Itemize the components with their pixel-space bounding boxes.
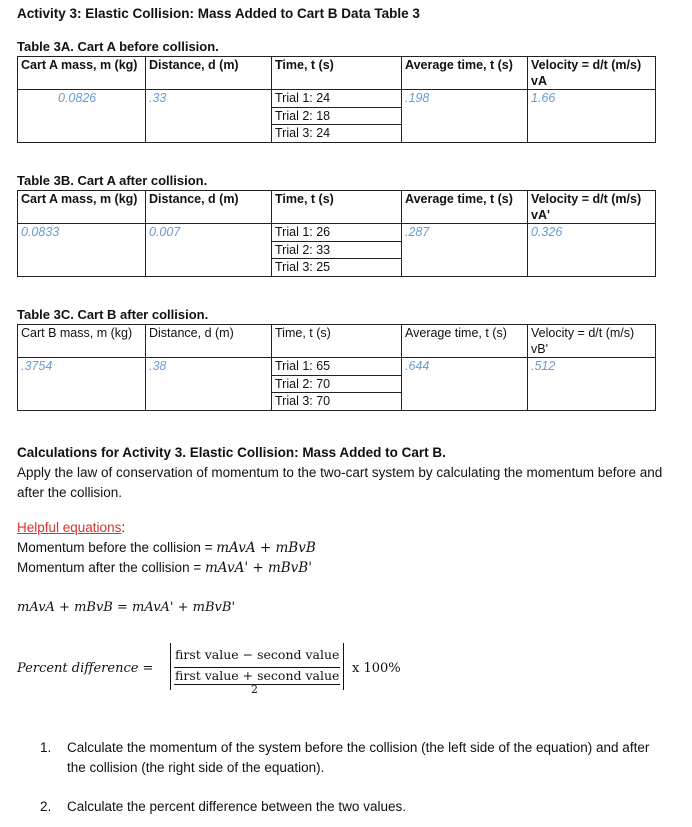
header-mass: Cart B mass, m (kg) (18, 325, 146, 358)
pd-suffix: x 100% (352, 661, 401, 676)
momentum-before-eq: mAvA + mBvB (216, 540, 316, 556)
header-avg-time: Average time, t (s) (402, 57, 528, 90)
header-velocity: Velocity = d/t (m/s) vA' (528, 191, 656, 224)
table-3a-caption: Table 3A. Cart A before collision. (17, 39, 219, 54)
velocity-value: 1.66 (528, 90, 656, 143)
header-distance: Distance, d (m) (146, 325, 272, 358)
trial-1: Trial 1: 26 (272, 224, 402, 242)
trial-2: Trial 2: 33 (272, 241, 402, 259)
trial-2: Trial 2: 70 (272, 375, 402, 393)
header-avg-time: Average time, t (s) (402, 191, 528, 224)
trial-1: Trial 1: 24 (272, 90, 402, 108)
header-time: Time, t (s) (272, 57, 402, 90)
avg-time-value: .644 (402, 358, 528, 411)
trial-2: Trial 2: 18 (272, 107, 402, 125)
trial-3: Trial 3: 70 (272, 393, 402, 411)
question-2 (40, 797, 660, 819)
percent-difference-label: Percent difference = (17, 661, 154, 676)
pd-denominator: first value + second value (175, 668, 340, 683)
header-distance: Distance, d (m) (146, 191, 272, 224)
trial-3: Trial 3: 24 (272, 125, 402, 143)
table-3b-caption: Table 3B. Cart A after collision. (17, 173, 208, 188)
header-time: Time, t (s) (272, 191, 402, 224)
velocity-value: 0.326 (528, 224, 656, 277)
header-avg-time: Average time, t (s) (402, 325, 528, 358)
momentum-after-label: Momentum after the collision = (17, 560, 205, 575)
header-time: Time, t (s) (272, 325, 402, 358)
header-mass: Cart A mass, m (kg) (18, 57, 146, 90)
helpful-colon: : (121, 520, 126, 535)
distance-value: .38 (146, 358, 272, 411)
header-mass: Cart A mass, m (kg) (18, 191, 146, 224)
mass-value: 0.0833 (18, 224, 146, 277)
momentum-before-label: Momentum before the collision = (17, 540, 217, 555)
distance-value: .33 (146, 90, 272, 143)
mass-value: .3754 (18, 358, 146, 411)
helpful-label-text: Helpful equations (17, 520, 122, 535)
question-1-number: 1. (40, 740, 52, 755)
page-title: Activity 3: Elastic Collision: Mass Added to Cart B Data Table 3 (17, 6, 420, 21)
velocity-header-text: Velocity = d/t (m/s) vA (531, 58, 642, 88)
question-2-text: Calculate the percent difference between the two values. (67, 799, 406, 814)
table-3b (17, 190, 656, 277)
pd-numerator: first value − second value (175, 647, 340, 662)
table-3a (17, 56, 656, 143)
momentum-after-eq: mAvA' + mBvB' (204, 560, 312, 576)
question-1 (40, 738, 660, 780)
header-velocity (528, 57, 656, 90)
pd-denominator-div: 2 (251, 683, 258, 696)
calculations-heading: Calculations for Activity 3. Elastic Collision: Mass Added to Cart B. (17, 445, 446, 460)
mass-value: 0.0826 (18, 90, 146, 143)
avg-time-value: .287 (402, 224, 528, 277)
header-velocity: Velocity = d/t (m/s) vB' (528, 325, 656, 358)
velocity-value: .512 (528, 358, 656, 411)
helpful-equations-label (17, 520, 125, 535)
calculations-body: Apply the law of conservation of momentum to the two-cart system by calculating the momentum before and after the collision. (17, 465, 663, 500)
distance-value: 0.007 (146, 224, 272, 277)
momentum-after (17, 560, 312, 576)
table-3c (17, 324, 656, 411)
header-distance: Distance, d (m) (146, 57, 272, 90)
percent-difference-fraction (170, 643, 344, 696)
table-3c-caption: Table 3C. Cart B after collision. (17, 307, 209, 322)
question-1-text: Calculate the momentum of the system before the collision (the left side of the equation) and after the collision (the right side of the equation). (67, 740, 650, 775)
trial-3: Trial 3: 25 (272, 259, 402, 277)
trial-1: Trial 1: 65 (272, 358, 402, 376)
question-2-number: 2. (40, 799, 52, 814)
calculations-section (17, 443, 677, 503)
conservation-equation: mAvA + mBvB = mAvA' + mBvB' (17, 600, 236, 615)
avg-time-value: .198 (402, 90, 528, 143)
momentum-before (17, 540, 316, 556)
